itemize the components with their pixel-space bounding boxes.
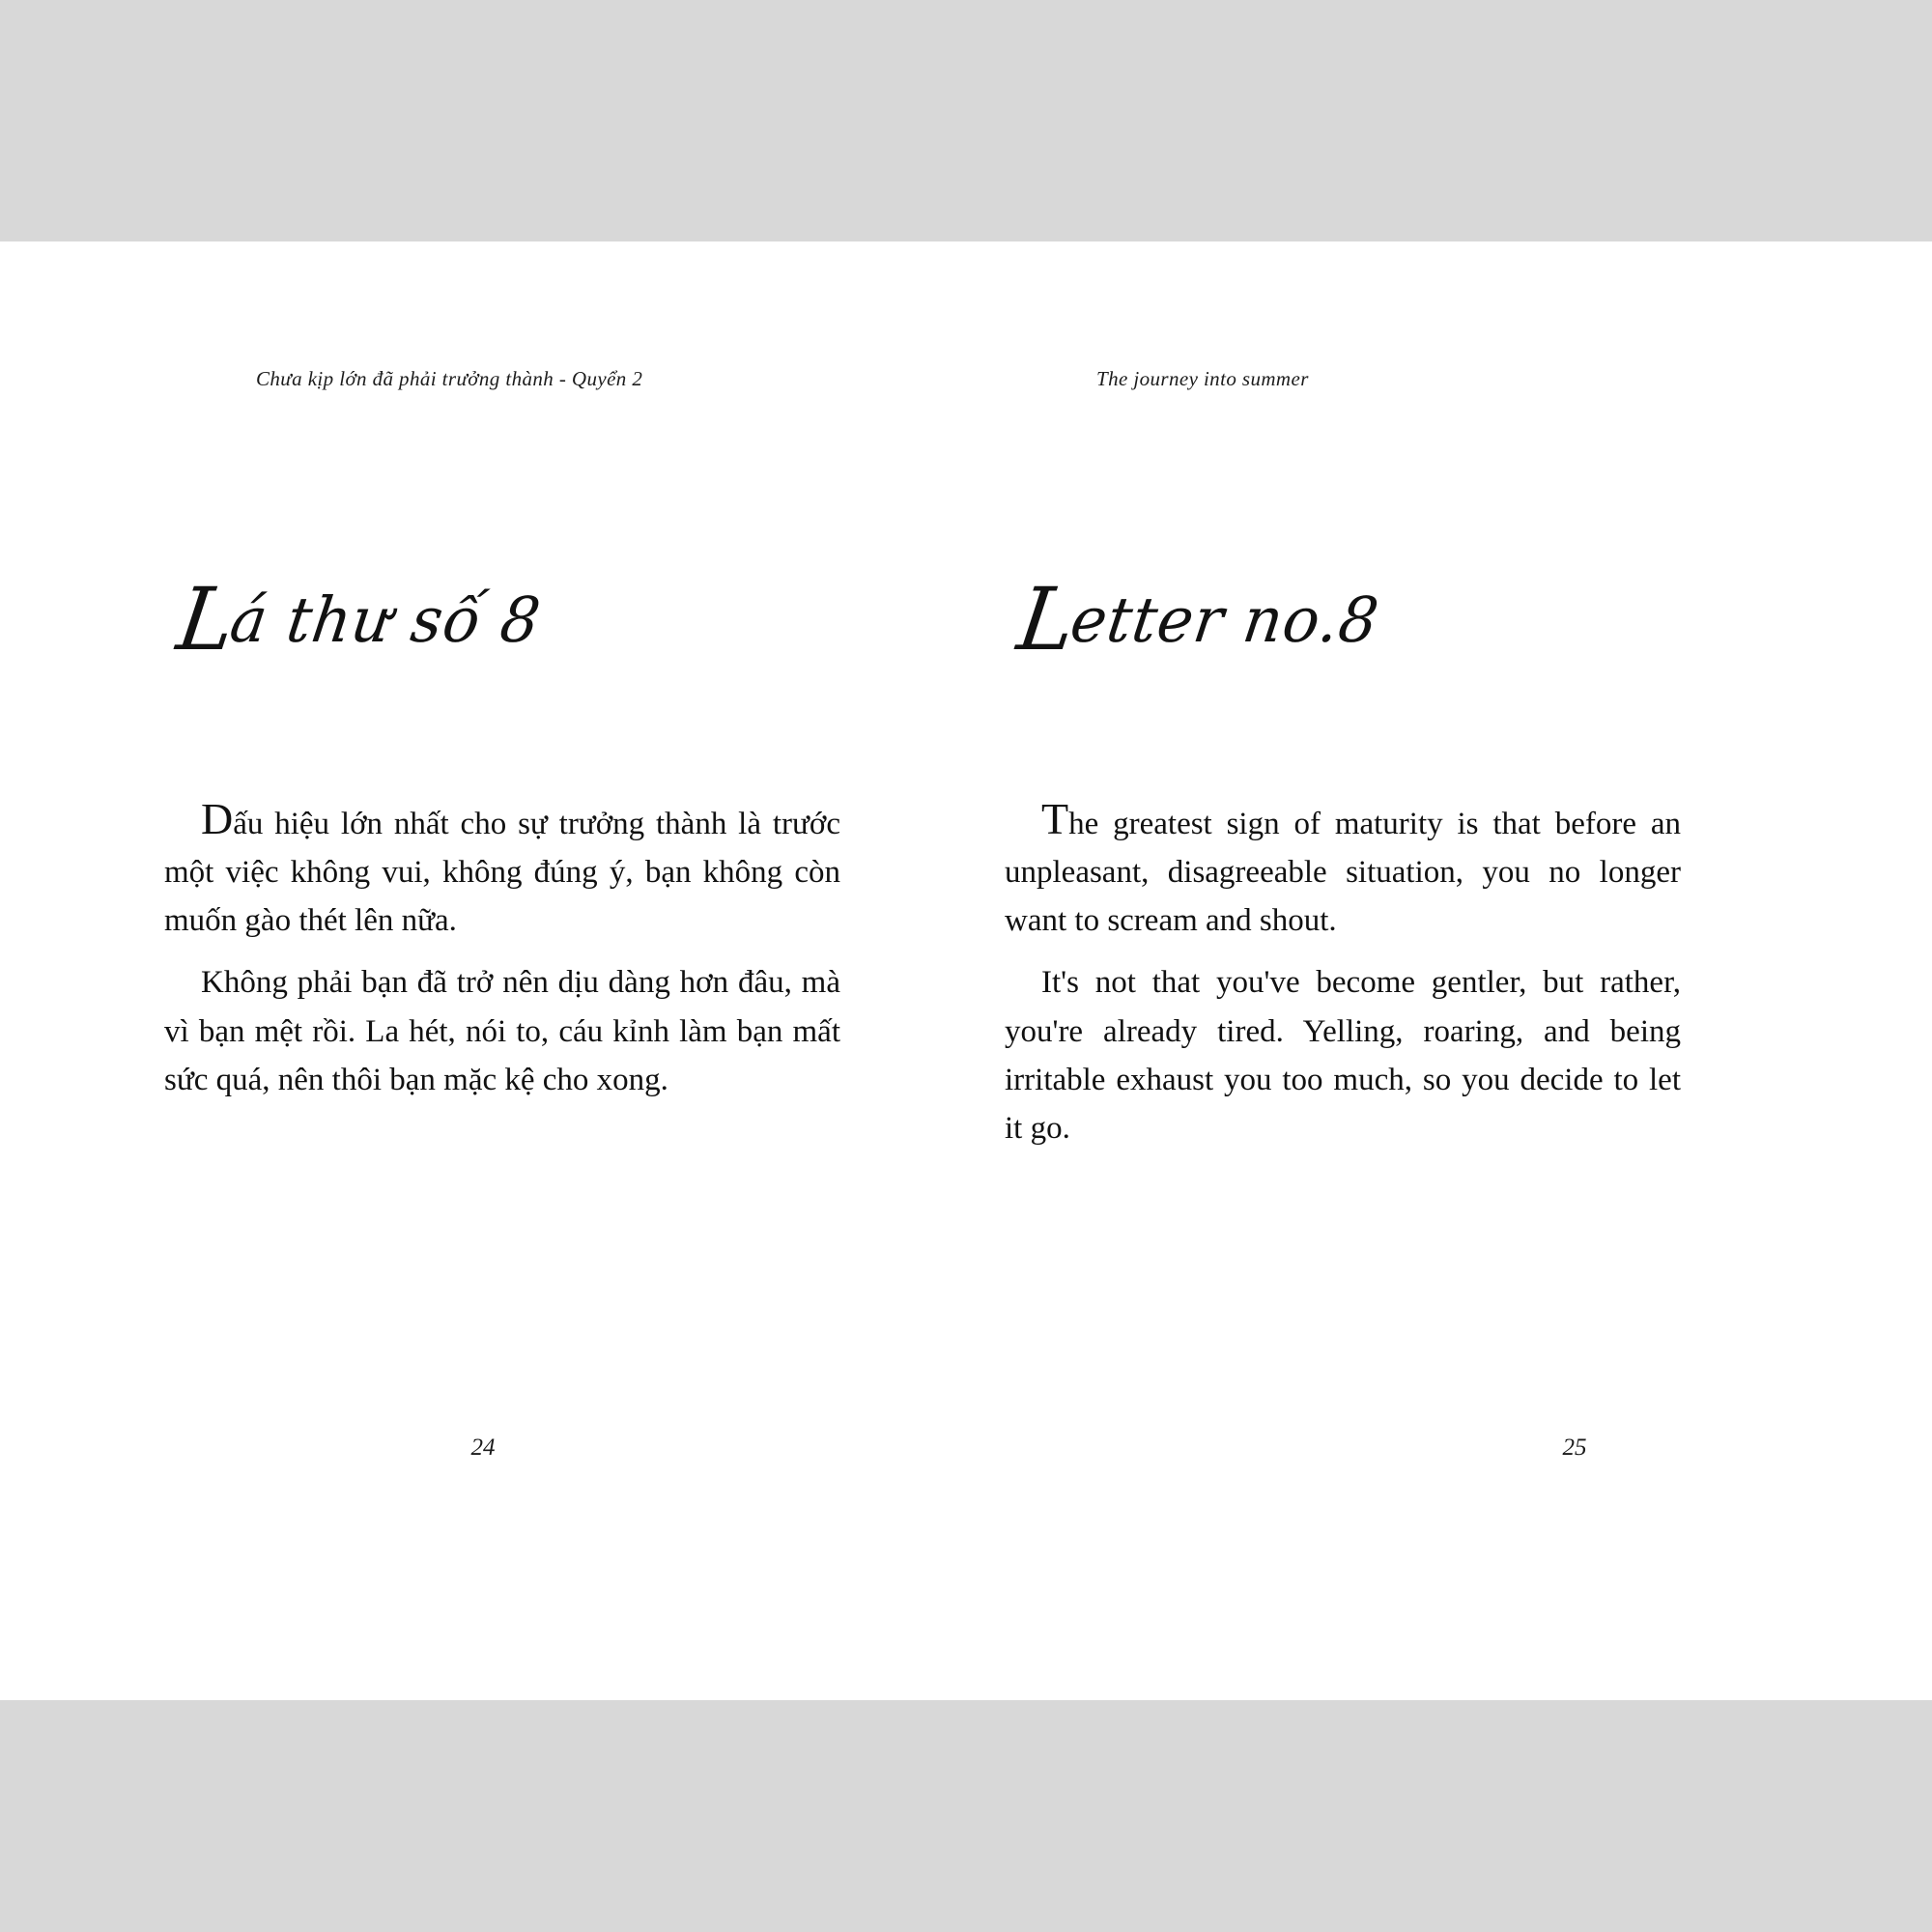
right-paragraph-2: It's not that you've become gentler, but rather, you're already tired. Yelling, roaring, and being irritable exhaust you too much, so you decide to let it go. [1005,965,1681,1146]
book-spread [0,242,1932,1700]
right-paragraph-1: The greatest sign of maturity is that before an unpleasant, disagreeable situation, you no longer want to scream and shout. [1005,794,1681,939]
left-title-rest: á thư số 8 [225,582,546,657]
right-title-swash: L [1011,570,1083,671]
left-paragraph-1: Dấu hiệu lớn nhất cho sự trưởng thành là trước một việc không vui, không đúng ý, bạn không còn muốn gào thét lên nữa. [164,794,840,939]
left-paragraph-2: Không phải bạn đã trở nên dịu dàng hơn đâu, mà vì bạn mệt rồi. La hét, nói to, cáu kỉnh làm bạn mất sức quá, nên thôi bạn mặc kệ cho xong. [164,965,840,1097]
right-body-text [1005,794,1681,1166]
right-letter-title [1011,570,1384,671]
right-book-page [966,242,1932,1700]
left-page-number: 24 [470,1435,496,1461]
left-running-head: Chưa kịp lớn đã phải trưởng thành - Quyển 2 [256,367,643,390]
right-title-rest: etter no.8 [1065,582,1384,657]
right-page-number: 25 [1562,1435,1587,1461]
book-spread-sheet [0,242,1932,1700]
right-running-head: The journey into summer [1096,367,1309,390]
left-title-swash: L [171,570,242,671]
left-book-page [0,242,966,1700]
left-body-text [164,794,840,1118]
left-letter-title [171,570,546,671]
